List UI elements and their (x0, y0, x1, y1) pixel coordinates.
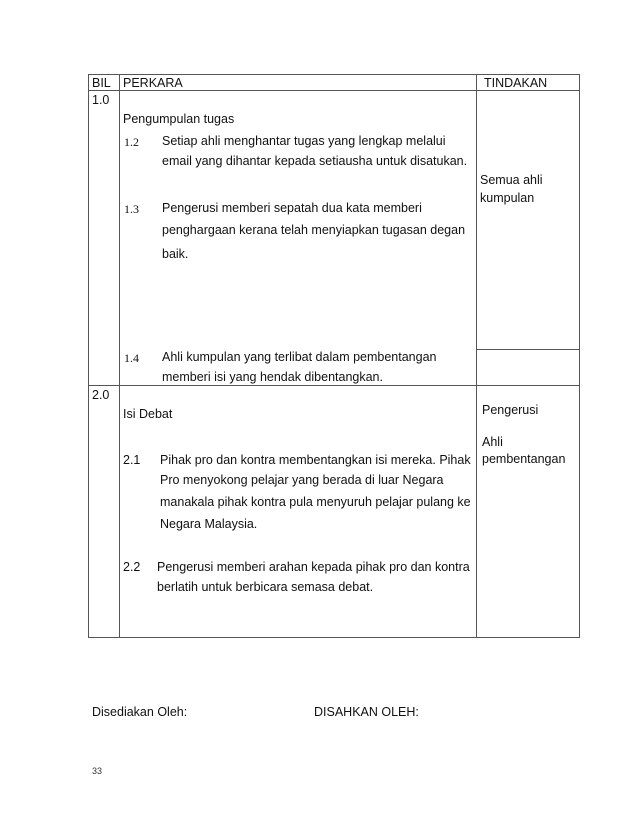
item-2-1-number: 2.1 (123, 453, 141, 467)
header-tindakan: TINDAKAN (484, 76, 548, 90)
item-2-1-line-1: Pihak pro dan kontra membentangkan isi mereka. Pihak (160, 453, 471, 467)
table-right-border (579, 74, 580, 638)
item-1-3-line-2: penghargaan kerana telah menyiapkan tugasan degan (162, 223, 466, 237)
row2-tindakan-ahli-line-1: Ahli (482, 435, 503, 449)
bil-column-divider (119, 74, 120, 638)
item-1-2-line-2: email yang dihantar kepada setiausha untuk disatukan. (162, 154, 468, 168)
row1-tindakan-line-1: Semua ahli (480, 173, 543, 187)
item-1-2-number: 1.2 (124, 135, 139, 149)
row2-bil: 2.0 (92, 388, 110, 402)
item-1-4-number: 1.4 (124, 351, 139, 365)
table-bottom-border (88, 637, 580, 638)
item-1-3-number: 1.3 (124, 202, 139, 216)
row1-bil: 1.0 (92, 93, 110, 107)
item-2-2-line-1: Pengerusi memberi arahan kepada pihak pro dan kontra (157, 560, 470, 574)
page-number: 33 (92, 766, 103, 776)
item-2-1-line-3: manakala pihak kontra pula menyuruh pelajar pulang ke (160, 495, 471, 509)
table-top-border (88, 74, 580, 75)
row2-tindakan-ahli-line-2: pembentangan (482, 452, 566, 466)
tindakan-column-divider (476, 74, 477, 638)
item-1-3-line-1: Pengerusi memberi sepatah dua kata memberi (162, 201, 422, 215)
item-2-1-line-4: Negara Malaysia. (160, 517, 258, 531)
item-2-2-number: 2.2 (123, 560, 141, 574)
item-1-4-line-1: Ahli kumpulan yang terlibat dalam pembentangan (162, 350, 437, 364)
item-2-2-line-2: berlatih untuk berbicara semasa debat. (157, 580, 374, 594)
row1-title: Pengumpulan tugas (123, 112, 235, 126)
item-1-4-line-2: memberi isi yang hendak dibentangkan. (162, 370, 383, 384)
item-1-2-line-1: Setiap ahli menghantar tugas yang lengkap melalui (162, 134, 446, 148)
tindakan-divider (476, 349, 580, 350)
header-bottom-border (88, 90, 580, 91)
item-1-3-line-3: baik. (162, 247, 189, 261)
table-left-border (88, 74, 89, 638)
item-2-1-line-2: Pro menyokong pelajar yang berada di luar Negara (160, 473, 444, 487)
prepared-by-label: Disediakan Oleh: (92, 705, 188, 719)
row2-tindakan-pengerusi: Pengerusi (482, 403, 539, 417)
header-bil: BIL (92, 76, 111, 90)
row1-tindakan-line-2: kumpulan (480, 191, 535, 205)
header-perkara: PERKARA (123, 76, 183, 90)
row-divider (88, 385, 580, 386)
approved-by-label: DISAHKAN OLEH: (314, 705, 419, 719)
row2-title: Isi Debat (123, 407, 173, 421)
